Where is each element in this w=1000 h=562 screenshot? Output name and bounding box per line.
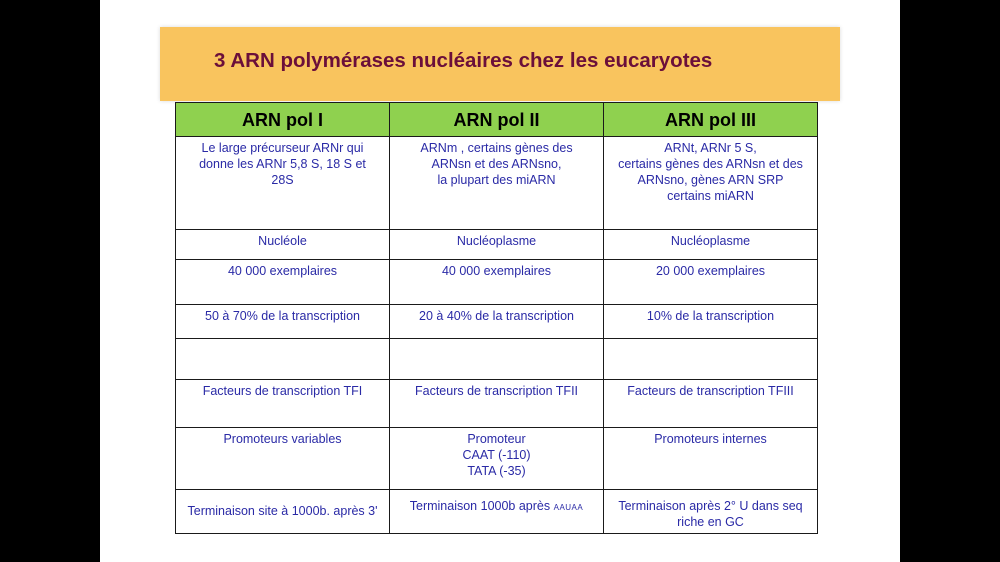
table-row-location — [176, 230, 818, 260]
cell-termination-pol3: Terminaison après 2° U dans seq riche en GC — [604, 489, 818, 533]
header-pol3: ARN pol III — [604, 103, 818, 137]
slide-title: 3 ARN polymérases nucléaires chez les eucaryotes — [214, 49, 713, 72]
cell-location-pol1: Nucléole — [176, 230, 390, 260]
title-banner — [160, 27, 840, 101]
polymerase-table — [175, 102, 818, 534]
table-row-promoters — [176, 427, 818, 489]
cell-share-pol3: 10% de la transcription — [604, 304, 818, 338]
cell-termination-pol2 — [390, 489, 604, 533]
cell-share-pol2: 20 à 40% de la transcription — [390, 304, 604, 338]
table-row-transcription-share — [176, 304, 818, 338]
cell-promoters-pol3: Promoteurs internes — [604, 427, 818, 489]
cell-copies-pol3: 20 000 exemplaires — [604, 260, 818, 304]
table-row-copies — [176, 260, 818, 304]
cell-promoters-pol1: Promoteurs variables — [176, 427, 390, 489]
cell-products-pol2: ARNm , certains gènes des ARNsn et des ARNsno, la plupart des miARN — [390, 137, 604, 230]
cell-factors-pol3: Facteurs de transcription TFIII — [604, 379, 818, 427]
cell-empty-pol2 — [390, 339, 604, 379]
table-header-row — [176, 103, 818, 137]
table-row-products — [176, 137, 818, 230]
slide — [100, 0, 900, 562]
cell-products-pol1: Le large précurseur ARNr qui donne les ARNr 5,8 S, 18 S et 28S — [176, 137, 390, 230]
cell-empty-pol3 — [604, 339, 818, 379]
cell-factors-pol2: Facteurs de transcription TFII — [390, 379, 604, 427]
cell-promoters-pol2: Promoteur CAAT (-110) TATA (-35) — [390, 427, 604, 489]
cell-empty-pol1 — [176, 339, 390, 379]
cell-factors-pol1: Facteurs de transcription TFI — [176, 379, 390, 427]
cell-share-pol1: 50 à 70% de la transcription — [176, 304, 390, 338]
cell-copies-pol2: 40 000 exemplaires — [390, 260, 604, 304]
termination-pol2-text: Terminaison 1000b après — [409, 498, 551, 513]
table-row-termination — [176, 489, 818, 533]
cell-location-pol3: Nucléoplasme — [604, 230, 818, 260]
cell-location-pol2: Nucléoplasme — [390, 230, 604, 260]
cell-copies-pol1: 40 000 exemplaires — [176, 260, 390, 304]
termination-pol2-sequence: AAUAA — [553, 502, 584, 512]
table-row-factors — [176, 379, 818, 427]
header-pol1: ARN pol I — [176, 103, 390, 137]
cell-termination-pol1: Terminaison site à 1000b. après 3' — [176, 489, 390, 533]
table-row-empty — [176, 339, 818, 379]
header-pol2: ARN pol II — [390, 103, 604, 137]
cell-products-pol3: ARNt, ARNr 5 S, certains gènes des ARNsn et des ARNsno, gènes ARN SRP certains miARN — [604, 137, 818, 230]
